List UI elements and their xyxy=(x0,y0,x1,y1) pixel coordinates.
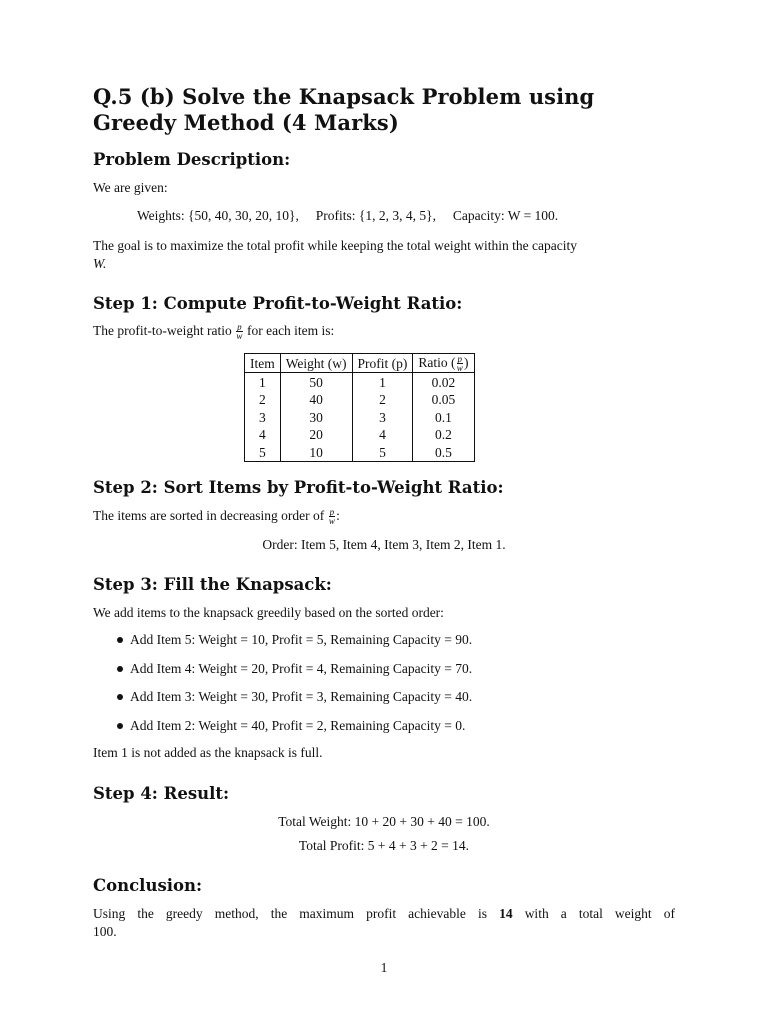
page-number: 1 xyxy=(380,960,388,975)
table-cell: 0.5 xyxy=(413,443,474,461)
given-values-line: Weights: {50, 40, 30, 20, 10}, Profits: {1, 2, 3, 4, 5}, Capacity: W = 100. xyxy=(137,208,559,223)
greedy-steps-list xyxy=(93,631,675,746)
sort-fraction xyxy=(329,508,336,525)
table-row xyxy=(245,426,475,444)
table-cell: 10 xyxy=(280,443,352,461)
list-item xyxy=(93,717,675,746)
sort-frac-num: p xyxy=(329,507,335,518)
list-item xyxy=(93,688,675,717)
step3-intro: We add items to the knapsack greedily based on the sorted order: xyxy=(93,605,444,620)
list-item-text: Add Item 3: Weight = 30, Profit = 3, Remaining Capacity = 40. xyxy=(130,689,473,705)
table-cell: 1 xyxy=(245,373,281,391)
problem-intro: We are given: xyxy=(93,180,168,195)
conclusion-heading: Conclusion: xyxy=(93,876,203,895)
ratio-header-fraction xyxy=(457,355,464,372)
step1-text xyxy=(93,322,334,340)
table-cell: 0.1 xyxy=(413,408,474,426)
ratio-header-label: Ratio ( xyxy=(418,355,456,370)
goal-line-2: W. xyxy=(93,256,107,271)
ratio-table xyxy=(244,353,475,462)
total-profit-line: Total Profit: 5 + 4 + 3 + 2 = 14. xyxy=(298,838,470,853)
table-cell: 20 xyxy=(280,426,352,444)
table-row xyxy=(245,373,475,391)
step2-text xyxy=(93,507,340,525)
step4-heading: Step 4: Result: xyxy=(93,784,230,803)
page-title: Q.5 (b) Solve the Knapsack Problem using Greedy Method (4 Marks) xyxy=(93,84,595,135)
ratio-header-close: ) xyxy=(464,355,469,370)
table-cell: 0.05 xyxy=(413,391,474,409)
problem-heading: Problem Description: xyxy=(93,150,291,169)
sort-order-line: Order: Item 5, Item 4, Item 3, Item 2, Item 1. xyxy=(262,537,506,552)
step2-text-before: The items are sorted in decreasing order of xyxy=(93,508,325,523)
bullet-icon xyxy=(117,637,123,643)
table-cell: 2 xyxy=(352,391,413,409)
step1-text-before: The profit-to-weight ratio xyxy=(93,323,232,338)
list-item xyxy=(93,660,675,689)
table-cell: 30 xyxy=(280,408,352,426)
table-row xyxy=(245,443,475,461)
max-profit-value: 14 xyxy=(499,906,513,921)
step3-heading: Step 3: Fill the Knapsack: xyxy=(93,575,332,594)
list-item xyxy=(93,631,675,660)
table-header-profit: Profit (p) xyxy=(352,354,413,373)
table-cell: 5 xyxy=(245,443,281,461)
bullet-icon xyxy=(117,723,123,729)
table-cell: 0.02 xyxy=(413,373,474,391)
fraction-numerator: p xyxy=(237,322,242,333)
step1-text-after: for each item is: xyxy=(246,323,335,338)
step1-heading: Step 1: Compute Profit-to-Weight Ratio: xyxy=(93,294,463,313)
sort-frac-den: w xyxy=(328,516,335,527)
list-item-text: Add Item 2: Weight = 40, Profit = 2, Remaining Capacity = 0. xyxy=(130,718,466,734)
table-cell: 3 xyxy=(352,408,413,426)
bullet-icon xyxy=(117,694,123,700)
fraction-denominator: w xyxy=(236,331,243,342)
table-header-ratio xyxy=(413,354,474,373)
table-cell: 3 xyxy=(245,408,281,426)
table-cell: 4 xyxy=(245,426,281,444)
table-cell: 2 xyxy=(245,391,281,409)
header-frac-den: w xyxy=(456,363,463,374)
table-cell: 0.2 xyxy=(413,426,474,444)
table-header-weight: Weight (w) xyxy=(280,354,352,373)
table-cell: 4 xyxy=(352,426,413,444)
list-item-text: Add Item 4: Weight = 20, Profit = 4, Remaining Capacity = 70. xyxy=(130,660,473,676)
step3-note: Item 1 is not added as the knapsack is full. xyxy=(93,745,323,760)
step2-heading: Step 2: Sort Items by Profit-to-Weight Ratio: xyxy=(93,478,504,497)
list-item-text: Add Item 5: Weight = 10, Profit = 5, Remaining Capacity = 90. xyxy=(130,632,473,647)
conclusion-text-before: Using the greedy method, the maximum profit achievable is xyxy=(93,906,487,921)
conclusion-line-2: 100. xyxy=(93,924,117,939)
step2-text-after: : xyxy=(336,508,340,523)
table-row xyxy=(245,391,475,409)
bullet-icon xyxy=(117,666,123,672)
conclusion-line-1 xyxy=(93,905,675,923)
table-header-item: Item xyxy=(245,354,281,373)
table-row xyxy=(245,408,475,426)
total-weight-line: Total Weight: 10 + 20 + 30 + 40 = 100. xyxy=(278,814,490,829)
table-cell: 1 xyxy=(352,373,413,391)
ratio-fraction xyxy=(236,323,243,340)
table-cell: 50 xyxy=(280,373,352,391)
conclusion-text-after: with a total weight of xyxy=(524,906,676,921)
table-cell: 40 xyxy=(280,391,352,409)
table-cell: 5 xyxy=(352,443,413,461)
header-frac-num: p xyxy=(457,354,463,365)
goal-line-1: The goal is to maximize the total profit while keeping the total weight within the capacity xyxy=(93,238,577,253)
table-header-row xyxy=(245,354,475,373)
